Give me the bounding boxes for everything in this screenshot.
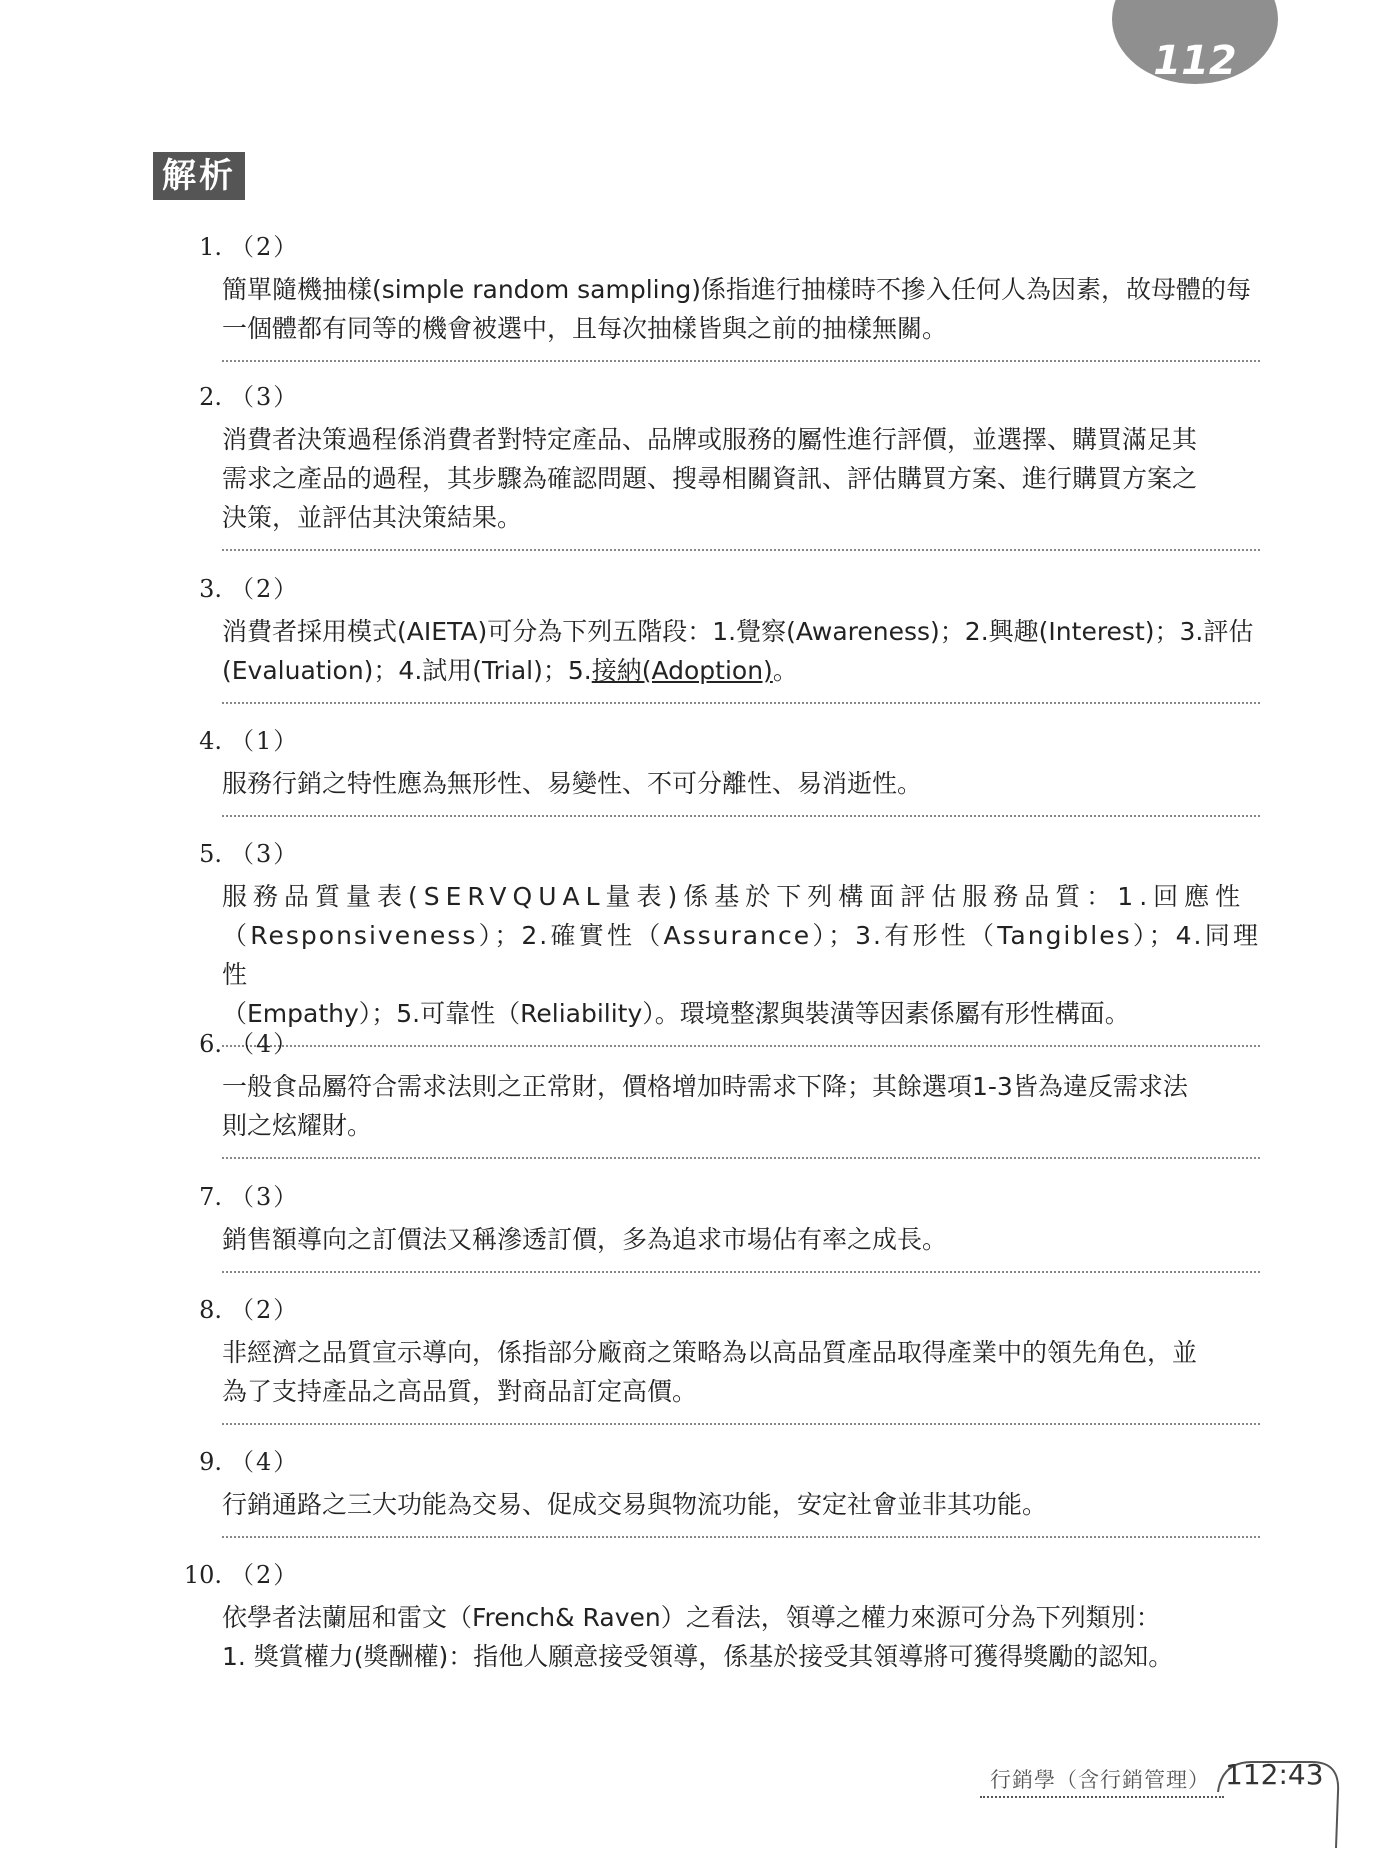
- item-answer: （4）: [230, 1030, 300, 1058]
- dotted-separator: [222, 360, 1260, 362]
- answer-item-4: [160, 726, 1260, 817]
- item-number: 5.: [199, 840, 222, 868]
- section-title: 解析: [153, 152, 245, 200]
- year-label: 112年: [1153, 38, 1237, 139]
- footer-dotted-line: [980, 1796, 1224, 1798]
- explanation-line: 1. 獎賞權力(獎酬權)：指他人願意接受領導，係基於接受其領導將可獲得獎勵的認知。: [222, 1642, 1174, 1671]
- explanation-line: 行銷通路之三大功能為交易、促成交易與物流功能，安定社會並非其功能。: [222, 1490, 1048, 1519]
- explanation-line: [222, 651, 1260, 690]
- explanation-line: 需求之產品的過程，其步驟為確認問題、搜尋相關資訊、評估購買方案、進行購買方案之: [222, 464, 1198, 493]
- item-number: 10.: [183, 1561, 222, 1589]
- explanation-line: 為了支持產品之高品質，對商品訂定高價。: [222, 1377, 698, 1406]
- dotted-separator: [222, 1423, 1260, 1425]
- item-explanation: [222, 612, 1260, 690]
- answer-item-5: [160, 839, 1260, 1047]
- item-explanation: [222, 270, 1260, 348]
- dotted-separator: [222, 815, 1260, 817]
- answer-item-9: [160, 1447, 1260, 1538]
- item-answer: （2）: [230, 233, 300, 261]
- item-answer: （3）: [230, 383, 300, 411]
- explanation-line: 銷售額導向之訂價法又稱滲透訂價，多為追求市場佔有率之成長。: [222, 1225, 948, 1254]
- item-number: 9.: [199, 1448, 222, 1476]
- item-explanation: [222, 764, 1260, 803]
- item-number: 2.: [199, 383, 222, 411]
- explanation-line: 簡單隨機抽樣(simple random sampling)係指進行抽樣時不摻入任何人為因素，故母體的每: [222, 275, 1252, 304]
- item-number: 1.: [199, 233, 222, 261]
- explanation-line: 一般食品屬符合需求法則之正常財，價格增加時需求下降；其餘選項1-3皆為違反需求法: [222, 1072, 1188, 1101]
- item-number: 4.: [199, 727, 222, 755]
- explanation-line: 消費者決策過程係消費者對特定產品、品牌或服務的屬性進行評價，並選擇、購買滿足其: [222, 425, 1198, 454]
- explanation-line: 服務品質量表(SERVQUAL量表)係基於下列構面評估服務品質：1.回應性: [222, 882, 1247, 911]
- answer-item-3: [160, 574, 1260, 704]
- item-explanation: [222, 420, 1260, 537]
- dotted-separator: [222, 549, 1260, 551]
- item-explanation: [222, 1333, 1260, 1411]
- explanation-line: 服務行銷之特性應為無形性、易變性、不可分離性、易消逝性。: [222, 769, 923, 798]
- item-explanation: [222, 1220, 1260, 1259]
- item-answer: （2）: [230, 1561, 300, 1589]
- item-answer: （3）: [230, 1183, 300, 1211]
- item-number: 7.: [199, 1183, 222, 1211]
- dotted-separator: [222, 1271, 1260, 1273]
- explanation-line: 決策，並評估其決策結果。: [222, 503, 523, 532]
- answer-item-10: [160, 1560, 1260, 1676]
- answer-item-7: [160, 1182, 1260, 1273]
- explanation-line: 消費者採用模式(AIETA)可分為下列五階段：1.覺察(Awareness)；2.興趣(Interest)；3.評估: [222, 617, 1254, 646]
- explanation-text: 。: [772, 656, 798, 685]
- answer-item-6: [160, 1029, 1260, 1159]
- footer-subject: 行銷學（含行銷管理）: [990, 1768, 1210, 1792]
- explanation-line: （Empathy）；5.可靠性（Reliability）。環境整潔與裝潢等因素係屬有形性構面。: [222, 999, 1130, 1028]
- underlined-term: 接納(Adoption): [591, 656, 773, 685]
- answer-item-1: [160, 232, 1260, 362]
- item-explanation: [222, 1067, 1260, 1145]
- explanation-text: (Evaluation)；4.試用(Trial)；5.: [222, 656, 592, 685]
- dotted-separator: [222, 1157, 1260, 1159]
- dotted-separator: [222, 702, 1260, 704]
- item-number: 6.: [199, 1030, 222, 1058]
- item-explanation: [222, 1598, 1260, 1676]
- item-answer: （3）: [230, 840, 300, 868]
- item-answer: （2）: [230, 575, 300, 603]
- explanation-line: 則之炫耀財。: [222, 1111, 373, 1140]
- item-explanation: [222, 877, 1260, 1033]
- answer-item-2: [160, 382, 1260, 551]
- item-answer: （2）: [230, 1296, 300, 1324]
- item-number: 3.: [199, 575, 222, 603]
- item-answer: （4）: [230, 1448, 300, 1476]
- item-number: 8.: [199, 1296, 222, 1324]
- item-answer: （1）: [230, 727, 300, 755]
- explanation-line: 非經濟之品質宣示導向，係指部分廠商之策略為以高品質產品取得產業中的領先角色，並: [222, 1338, 1198, 1367]
- dotted-separator: [222, 1536, 1260, 1538]
- page-number: 112:43: [1225, 1758, 1324, 1791]
- explanation-line: 依學者法蘭屈和雷文（French& Raven）之看法，領導之權力來源可分為下列類別：: [222, 1603, 1161, 1632]
- answer-item-8: [160, 1295, 1260, 1425]
- item-explanation: [222, 1485, 1260, 1524]
- explanation-line: （Responsiveness）；2.確實性（Assurance）；3.有形性（Tangibles）；4.同理性: [222, 921, 1260, 989]
- explanation-line: 一個體都有同等的機會被選中，且每次抽樣皆與之前的抽樣無關。: [222, 314, 948, 343]
